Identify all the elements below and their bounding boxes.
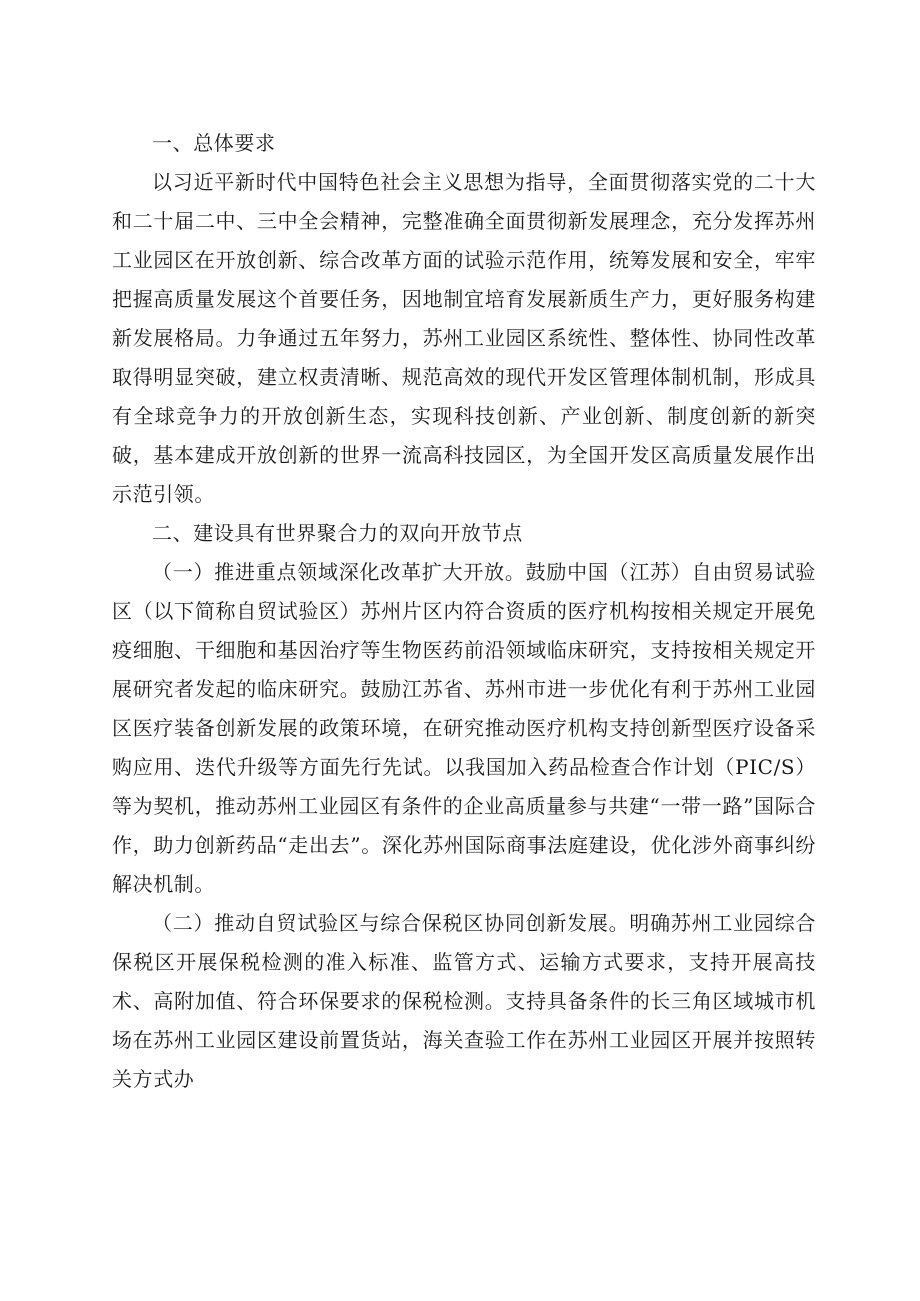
paragraph-general-requirements: 以习近平新时代中国特色社会主义思想为指导，全面贯彻落实党的二十大和二十届二中、三中全会精神，完整准确全面贯彻新发展理念，充分发挥苏州工业园区在开放创新、综合改革方面的试验示范作用，统筹发展和安全，牢牢把握高质量发展这个首要任务，因地制宜培育发展新质生产力，更好服务构建新发展格局。力争通过五年努力，苏州工业园区系统性、整体性、协同性改革取得明显突破，建立权责清晰、规范高效的现代开发区管理体制机制，形成具有全球竞争力的开放创新生态，实现科技创新、产业创新、制度创新的新突破，基本建成开放创新的世界一流高科技园区，为全国开发区高质量发展作出示范引领。 xyxy=(112,170,816,506)
document-body xyxy=(112,124,816,1099)
paragraph-item-1: （一）推进重点领域深化改革扩大开放。鼓励中国（江苏）自由贸易试验区（以下简称自贸试验区）苏州片区内符合资质的医疗机构按相关规定开展免疫细胞、干细胞和基因治疗等生物医药前沿领域临床研究，支持按相关规定开展研究者发起的临床研究。鼓励江苏省、苏州市进一步优化有利于苏州工业园区医疗装备创新发展的政策环境，在研究推动医疗机构支持创新型医疗设备采购应用、迭代升级等方面先行先试。以我国加入药品检查合作计划（PIC/S）等为契机，推动苏州工业园区有条件的企业高质量参与共建“一带一路”国际合作，助力创新药品“走出去”。深化苏州国际商事法庭建设，优化涉外商事纠纷解决机制。 xyxy=(112,560,816,896)
section-heading-general-requirements: 一、总体要求 xyxy=(152,131,276,155)
paragraph-item-2: （二）推动自贸试验区与综合保税区协同创新发展。明确苏州工业园综合保税区开展保税检测的准入标准、监管方式、运输方式要求，支持开展高技术、高附加值、符合环保要求的保税检测。支持具备条件的长三角区域城市机场在苏州工业园区建设前置货站，海关查验工作在苏州工业园区开展并按照转关方式办 xyxy=(112,911,816,1091)
section-heading-open-node: 二、建设具有世界聚合力的双向开放节点 xyxy=(152,521,523,545)
